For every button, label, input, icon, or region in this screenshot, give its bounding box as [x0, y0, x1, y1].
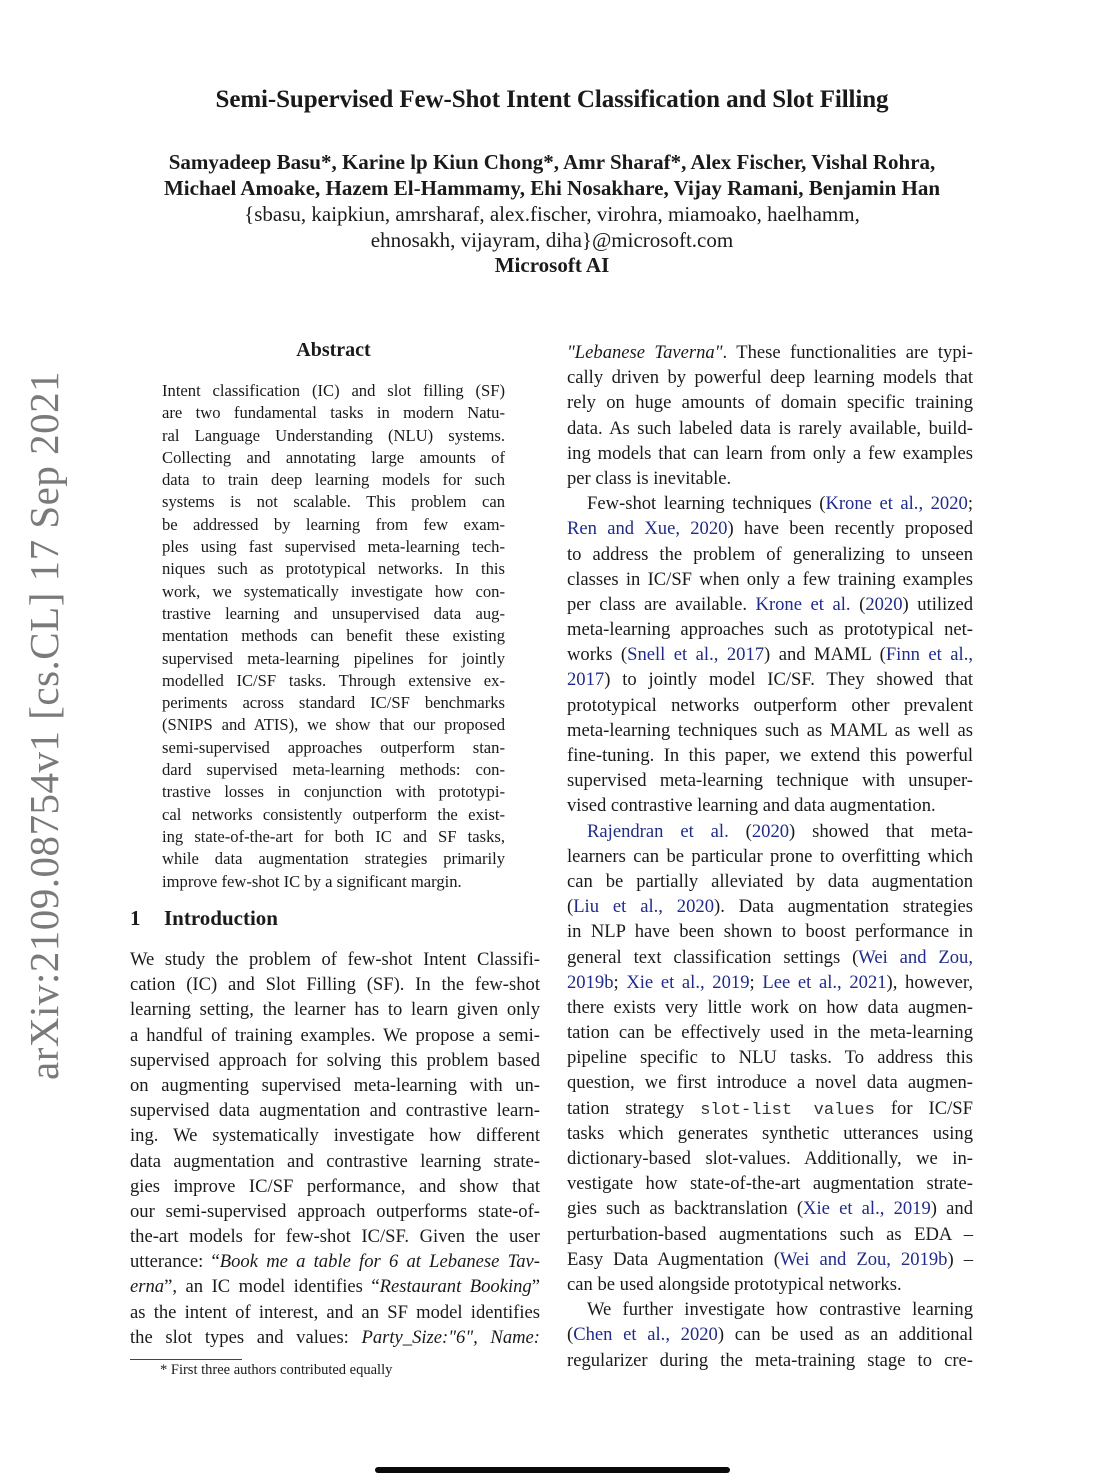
body-line — [567, 970, 973, 995]
body-line: supervised meta-learning technique with unsuper- — [567, 770, 973, 792]
body-line — [567, 516, 973, 541]
text: gies such as backtranslation ( — [567, 1198, 804, 1220]
body-line — [567, 945, 973, 970]
body-line: supervised approach for solving this problem based — [130, 1049, 540, 1071]
body-line — [567, 819, 973, 844]
body-line: the-art models for few-shot IC/SF. Given the user — [130, 1226, 540, 1248]
footnote: * First three authors contributed equally — [160, 1362, 393, 1378]
text: utterance: “ — [130, 1251, 220, 1273]
citation-link[interactable]: Lee et al., 2021 — [762, 971, 887, 993]
abstract-line: systems is not scalable. This problem can — [162, 492, 505, 512]
citation-link[interactable]: Wei and Zou, — [858, 946, 973, 968]
body-line: as the intent of interest, and an SF model identifies — [130, 1301, 540, 1323]
body-line: tation can be effectively used in the meta-learning — [567, 1022, 973, 1044]
body-line: fine-tuning. In this paper, we extend this powerful — [567, 745, 973, 766]
example-slots: Party_Size:"6", Name: — [361, 1326, 540, 1348]
body-line: on augmenting supervised meta-learning with un- — [130, 1074, 540, 1096]
paper-title: Semi-Supervised Few-Shot Intent Classification and Slot Filling — [215, 86, 889, 113]
citation-link[interactable]: 2017 — [567, 669, 605, 691]
citation-link[interactable]: Finn et al., — [885, 644, 973, 666]
body-line — [567, 1322, 973, 1347]
body-line — [567, 592, 973, 617]
body-line: data. As such labeled data is rarely available, build- — [567, 417, 973, 439]
body-line: cally driven by powerful deep learning models that — [567, 367, 973, 389]
text: per class are available. — [567, 593, 756, 615]
body-line — [567, 667, 973, 692]
abstract-line: Collecting and annotating large amounts of — [162, 447, 505, 467]
abstract-line: improve few-shot IC by a significant margin. — [162, 871, 462, 891]
citation-link[interactable]: Snell et al., 2017 — [627, 644, 765, 666]
author-line-1: Samyadeep Basu*, Karine lp Kiun Chong*, Amr Sharaf*, Alex Fischer, Vishal Rohra, — [168, 150, 936, 174]
abstract-heading: Abstract — [296, 339, 371, 361]
section-title: Introduction — [164, 906, 278, 930]
body-line — [567, 1247, 973, 1272]
text: tation strategy — [567, 1097, 701, 1119]
text: ( — [850, 593, 866, 615]
abstract-line: trastive learning and unsupervised data aug- — [162, 603, 505, 623]
author-emails — [0, 201, 1104, 253]
abstract-line: ral Language Understanding (NLU) systems. — [162, 425, 505, 445]
body-line — [567, 340, 973, 365]
citation-link[interactable]: Liu et al., 2020 — [573, 896, 714, 918]
text: works ( — [567, 644, 628, 666]
text: ) – — [947, 1248, 974, 1270]
abstract-line: supervised meta-learning pipelines for jointly — [162, 648, 505, 668]
body-line: tasks which generates synthetic utterances using — [567, 1122, 973, 1144]
body-line: ing. We systematically investigate how different — [130, 1125, 540, 1147]
citation-link[interactable]: Ren and Xue, 2020 — [567, 518, 728, 540]
affiliation: Microsoft AI — [494, 253, 610, 277]
intro-left-column — [130, 947, 540, 1350]
body-line — [130, 1249, 540, 1274]
section-heading-introduction — [130, 906, 278, 931]
abstract-line: ing state-of-the-art for both IC and SF tasks, — [162, 826, 505, 846]
abstract-line: dard supervised meta-learning methods: con- — [162, 760, 505, 780]
abstract-line: semi-supervised approaches outperform stan- — [162, 737, 505, 757]
abstract-line: cal networks consistently outperform the exist- — [162, 804, 505, 824]
body-line: learners can be particular prone to overfitting which — [567, 845, 973, 867]
body-line — [567, 1096, 973, 1121]
body-line — [567, 894, 973, 919]
body-line: regularizer during the meta-training stage to cre- — [567, 1349, 973, 1371]
citation-link[interactable]: 2019b — [567, 971, 614, 993]
citation-link[interactable]: 2020 — [865, 593, 903, 615]
intro-right-column — [567, 340, 973, 1373]
text: ) and — [930, 1198, 974, 1220]
abstract-line: (SNIPS and ATIS), we show that our proposed — [162, 715, 505, 735]
abstract-line: periments across standard IC/SF benchmarks — [162, 693, 505, 713]
text: . These functionalities are typi- — [722, 342, 973, 363]
citation-link[interactable]: Krone et al. — [755, 593, 851, 615]
body-line: We further investigate how contrastive learning — [587, 1299, 973, 1321]
body-line: meta-learning approaches such as prototypical net- — [567, 619, 973, 641]
text: ” — [531, 1276, 540, 1298]
abstract-line: mentation methods can benefit these existing — [162, 626, 505, 646]
body-line: classes in IC/SF when only a few training examples — [567, 568, 973, 590]
text: ; — [613, 971, 627, 993]
abstract-line: data to train deep learning models for such — [162, 470, 505, 490]
body-line: in NLP have been shown to boost performance in — [567, 921, 973, 943]
text: Easy Data Augmentation ( — [567, 1248, 780, 1270]
abstract-line: work, we systematically investigate how con- — [162, 581, 505, 601]
text: ) can be used as an additional — [717, 1324, 973, 1346]
abstract-body — [162, 380, 505, 893]
abstract-line: are two fundamental tasks in modern Natu- — [162, 403, 505, 423]
arxiv-stamp: arXiv:2109.08754v1 [cs.CL] 17 Sep 2021 — [21, 370, 67, 1080]
abstract-line: modelled IC/SF tasks. Through extensive ex- — [162, 670, 505, 690]
text: ), however, — [886, 971, 973, 993]
citation-link[interactable]: Wei and Zou, 2019b — [779, 1248, 948, 1270]
body-line: cation (IC) and Slot Filling (SF). In the few-shot — [130, 974, 540, 996]
text: for IC/SF — [874, 1097, 973, 1119]
body-line: ing models that can learn from only a few examples — [567, 442, 973, 464]
author-line-2: Michael Amoake, Hazem El-Hammamy, Ehi Nosakhare, Vijay Ramani, Benjamin Han — [163, 176, 941, 200]
body-line — [567, 491, 973, 516]
example-utterance-end: erna — [130, 1276, 165, 1298]
text: Few-shot learning techniques ( — [587, 493, 826, 515]
body-line — [567, 642, 973, 667]
body-line: there exists very little work on how data augmen- — [567, 996, 973, 1018]
abstract-line: ples using fast supervised meta-learning tech- — [162, 537, 505, 557]
body-line: dictionary-based slot-values. Additionally, we in- — [567, 1148, 973, 1169]
text: general text classification settings ( — [567, 946, 859, 968]
text: ) have been recently proposed — [727, 518, 973, 540]
footnote-rule — [130, 1359, 242, 1360]
body-line: perturbation-based augmentations such as EDA – — [567, 1223, 973, 1245]
abstract-line: Intent classification (IC) and slot filling (SF) — [162, 381, 505, 400]
body-line: learning setting, the learner has to learn given only — [130, 999, 540, 1021]
method-name-code: slot-list values — [700, 1100, 875, 1120]
citation-link[interactable]: Xie et al., 2019 — [626, 971, 750, 993]
body-line: supervised data augmentation and contrastive learn- — [130, 1100, 540, 1122]
home-indicator-bar[interactable] — [375, 1467, 730, 1473]
body-line: We study the problem of few-shot Intent Classifi- — [130, 949, 540, 970]
abstract-line: be addressed by learning from few exam- — [162, 514, 505, 534]
text: ). Data augmentation strategies — [714, 896, 974, 918]
abstract-line: trastive losses in conjunction with prototypi- — [162, 782, 505, 802]
text: ( — [567, 896, 574, 918]
body-line — [130, 1274, 540, 1299]
citation-link[interactable]: Xie et al., 2019 — [803, 1198, 931, 1220]
citation-link[interactable]: Krone et al., 2020 — [825, 493, 968, 515]
body-line: pipeline specific to NLU tasks. To address this — [567, 1047, 973, 1069]
example-slot-value: "Lebanese Taverna" — [567, 342, 723, 363]
body-line: meta-learning techniques such as MAML as well as — [567, 719, 973, 741]
citation-link[interactable]: Rajendran et al. — [587, 820, 729, 842]
body-line: data augmentation and contrastive learning strate- — [130, 1150, 540, 1172]
body-line: question, we first introduce a novel data augmen- — [567, 1072, 973, 1094]
abstract-line: niques such as prototypical networks. In this — [162, 559, 505, 579]
body-line: our semi-supervised approach outperforms state-of- — [130, 1200, 540, 1222]
abstract-line: while data augmentation strategies primarily — [162, 849, 505, 869]
section-number: 1 — [130, 906, 141, 930]
body-line: can be partially alleviated by data augmentation — [567, 870, 973, 892]
text: ) and MAML ( — [764, 644, 886, 666]
body-line: prototypical networks outperform other prevalent — [567, 694, 973, 716]
text: ) to jointly model IC/SF. They showed that — [604, 669, 973, 691]
text: the slot types and values: — [130, 1326, 362, 1348]
body-line: gies improve IC/SF performance, and show that — [130, 1175, 540, 1197]
text: ( — [728, 820, 752, 842]
body-line: vised contrastive learning and data augmentation. — [567, 795, 936, 817]
text: ; — [967, 493, 973, 515]
citation-link[interactable]: Chen et al., 2020 — [573, 1324, 718, 1346]
text: ( — [567, 1324, 574, 1346]
body-line: can be used alongside prototypical networks. — [567, 1273, 902, 1295]
example-utterance: Book me a table for 6 at Lebanese Tav- — [219, 1251, 540, 1273]
text: ; — [749, 971, 763, 993]
email-line-2: ehnosakh, vijayram, diha}@microsoft.com — [370, 228, 734, 252]
body-line — [567, 1196, 973, 1221]
body-line: vestigate how state-of-the-art augmentation strate- — [567, 1173, 973, 1195]
body-line: rely on huge amounts of domain specific training — [567, 392, 973, 414]
text: ) utilized — [902, 593, 973, 615]
text: ) showed that meta- — [789, 820, 973, 842]
body-line: per class is inevitable. — [567, 467, 732, 489]
citation-link[interactable]: 2020 — [751, 820, 790, 842]
text: ”, an IC model identifies “ — [164, 1276, 380, 1298]
body-line — [130, 1325, 540, 1350]
author-list — [0, 149, 1104, 201]
example-intent: Restaurant Booking — [379, 1276, 532, 1298]
email-line-1: {sbasu, kaipkiun, amrsharaf, alex.fischer, virohra, miamoako, haelhamm, — [244, 202, 860, 226]
body-line: to address the problem of generalizing to unseen — [567, 543, 973, 565]
body-line: a handful of training examples. We propose a semi- — [130, 1024, 540, 1046]
